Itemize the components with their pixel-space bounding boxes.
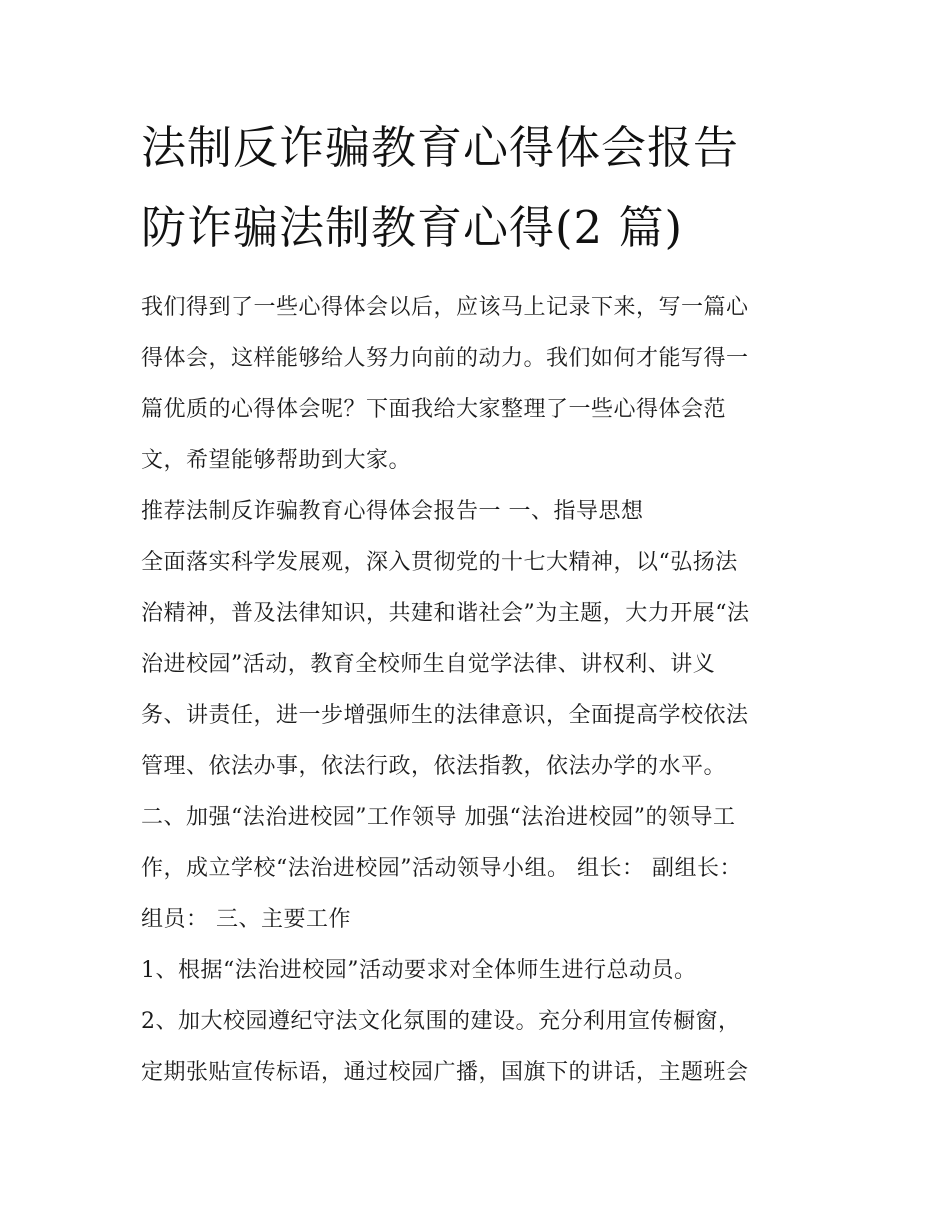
paragraph-line: 推荐法制反诈骗教育心得体会报告一 一、指导思想	[141, 499, 644, 524]
title-line-2: 防诈骗法制教育心得(2 篇)	[141, 201, 684, 254]
document-title	[141, 108, 813, 268]
paragraph-item-2	[141, 996, 813, 1098]
paragraph-section-heading	[141, 486, 813, 537]
paragraph-line: 2、加大校园遵纪守法文化氛围的建设。充分利用宣传橱窗，	[141, 1009, 741, 1034]
paragraph-line: 定期张贴宣传标语，通过校园广播，国旗下的讲话，主题班会	[141, 1060, 749, 1085]
paragraph-line: 文，希望能够帮助到大家。	[141, 448, 412, 473]
paragraph-line: 1、根据“法治进校园”活动要求对全体师生进行总动员。	[141, 958, 697, 983]
document-content	[141, 108, 813, 1098]
paragraph-line: 作，成立学校“法治进校园”活动领导小组。 组长： 副组长：	[141, 856, 742, 881]
paragraph-intro	[141, 282, 813, 486]
paragraph-line: 得体会，这样能够给人努力向前的动力。我们如何才能写得一	[141, 346, 749, 371]
document-body	[141, 282, 813, 1098]
paragraph-line: 我们得到了一些心得体会以后，应该马上记录下来，写一篇心	[141, 295, 749, 320]
paragraph-line: 组员： 三、主要工作	[141, 907, 351, 932]
paragraph-guiding-ideology	[141, 537, 813, 792]
title-line-1: 法制反诈骗教育心得体会报告	[141, 121, 740, 174]
paragraph-line: 篇优质的心得体会呢？下面我给大家整理了一些心得体会范	[141, 397, 727, 422]
paragraph-line: 管理、依法办事，依法行政，依法指教，依法办学的水平。	[141, 754, 727, 779]
paragraph-line: 务、讲责任，进一步增强师生的法律意识，全面提高学校依法	[141, 703, 749, 728]
paragraph-line: 二、加强“法治进校园”工作领导 加强“法治进校园”的领导工	[141, 805, 736, 830]
paragraph-leadership	[141, 792, 813, 945]
paragraph-item-1	[141, 945, 813, 996]
paragraph-line: 治进校园”活动，教育全校师生自觉学法律、讲权利、讲义	[141, 652, 716, 677]
paragraph-line: 治精神，普及法律知识，共建和谐社会”为主题，大力开展“法	[141, 601, 750, 626]
paragraph-line: 全面落实科学发展观，深入贯彻党的十七大精神，以“弘扬法	[141, 550, 738, 575]
